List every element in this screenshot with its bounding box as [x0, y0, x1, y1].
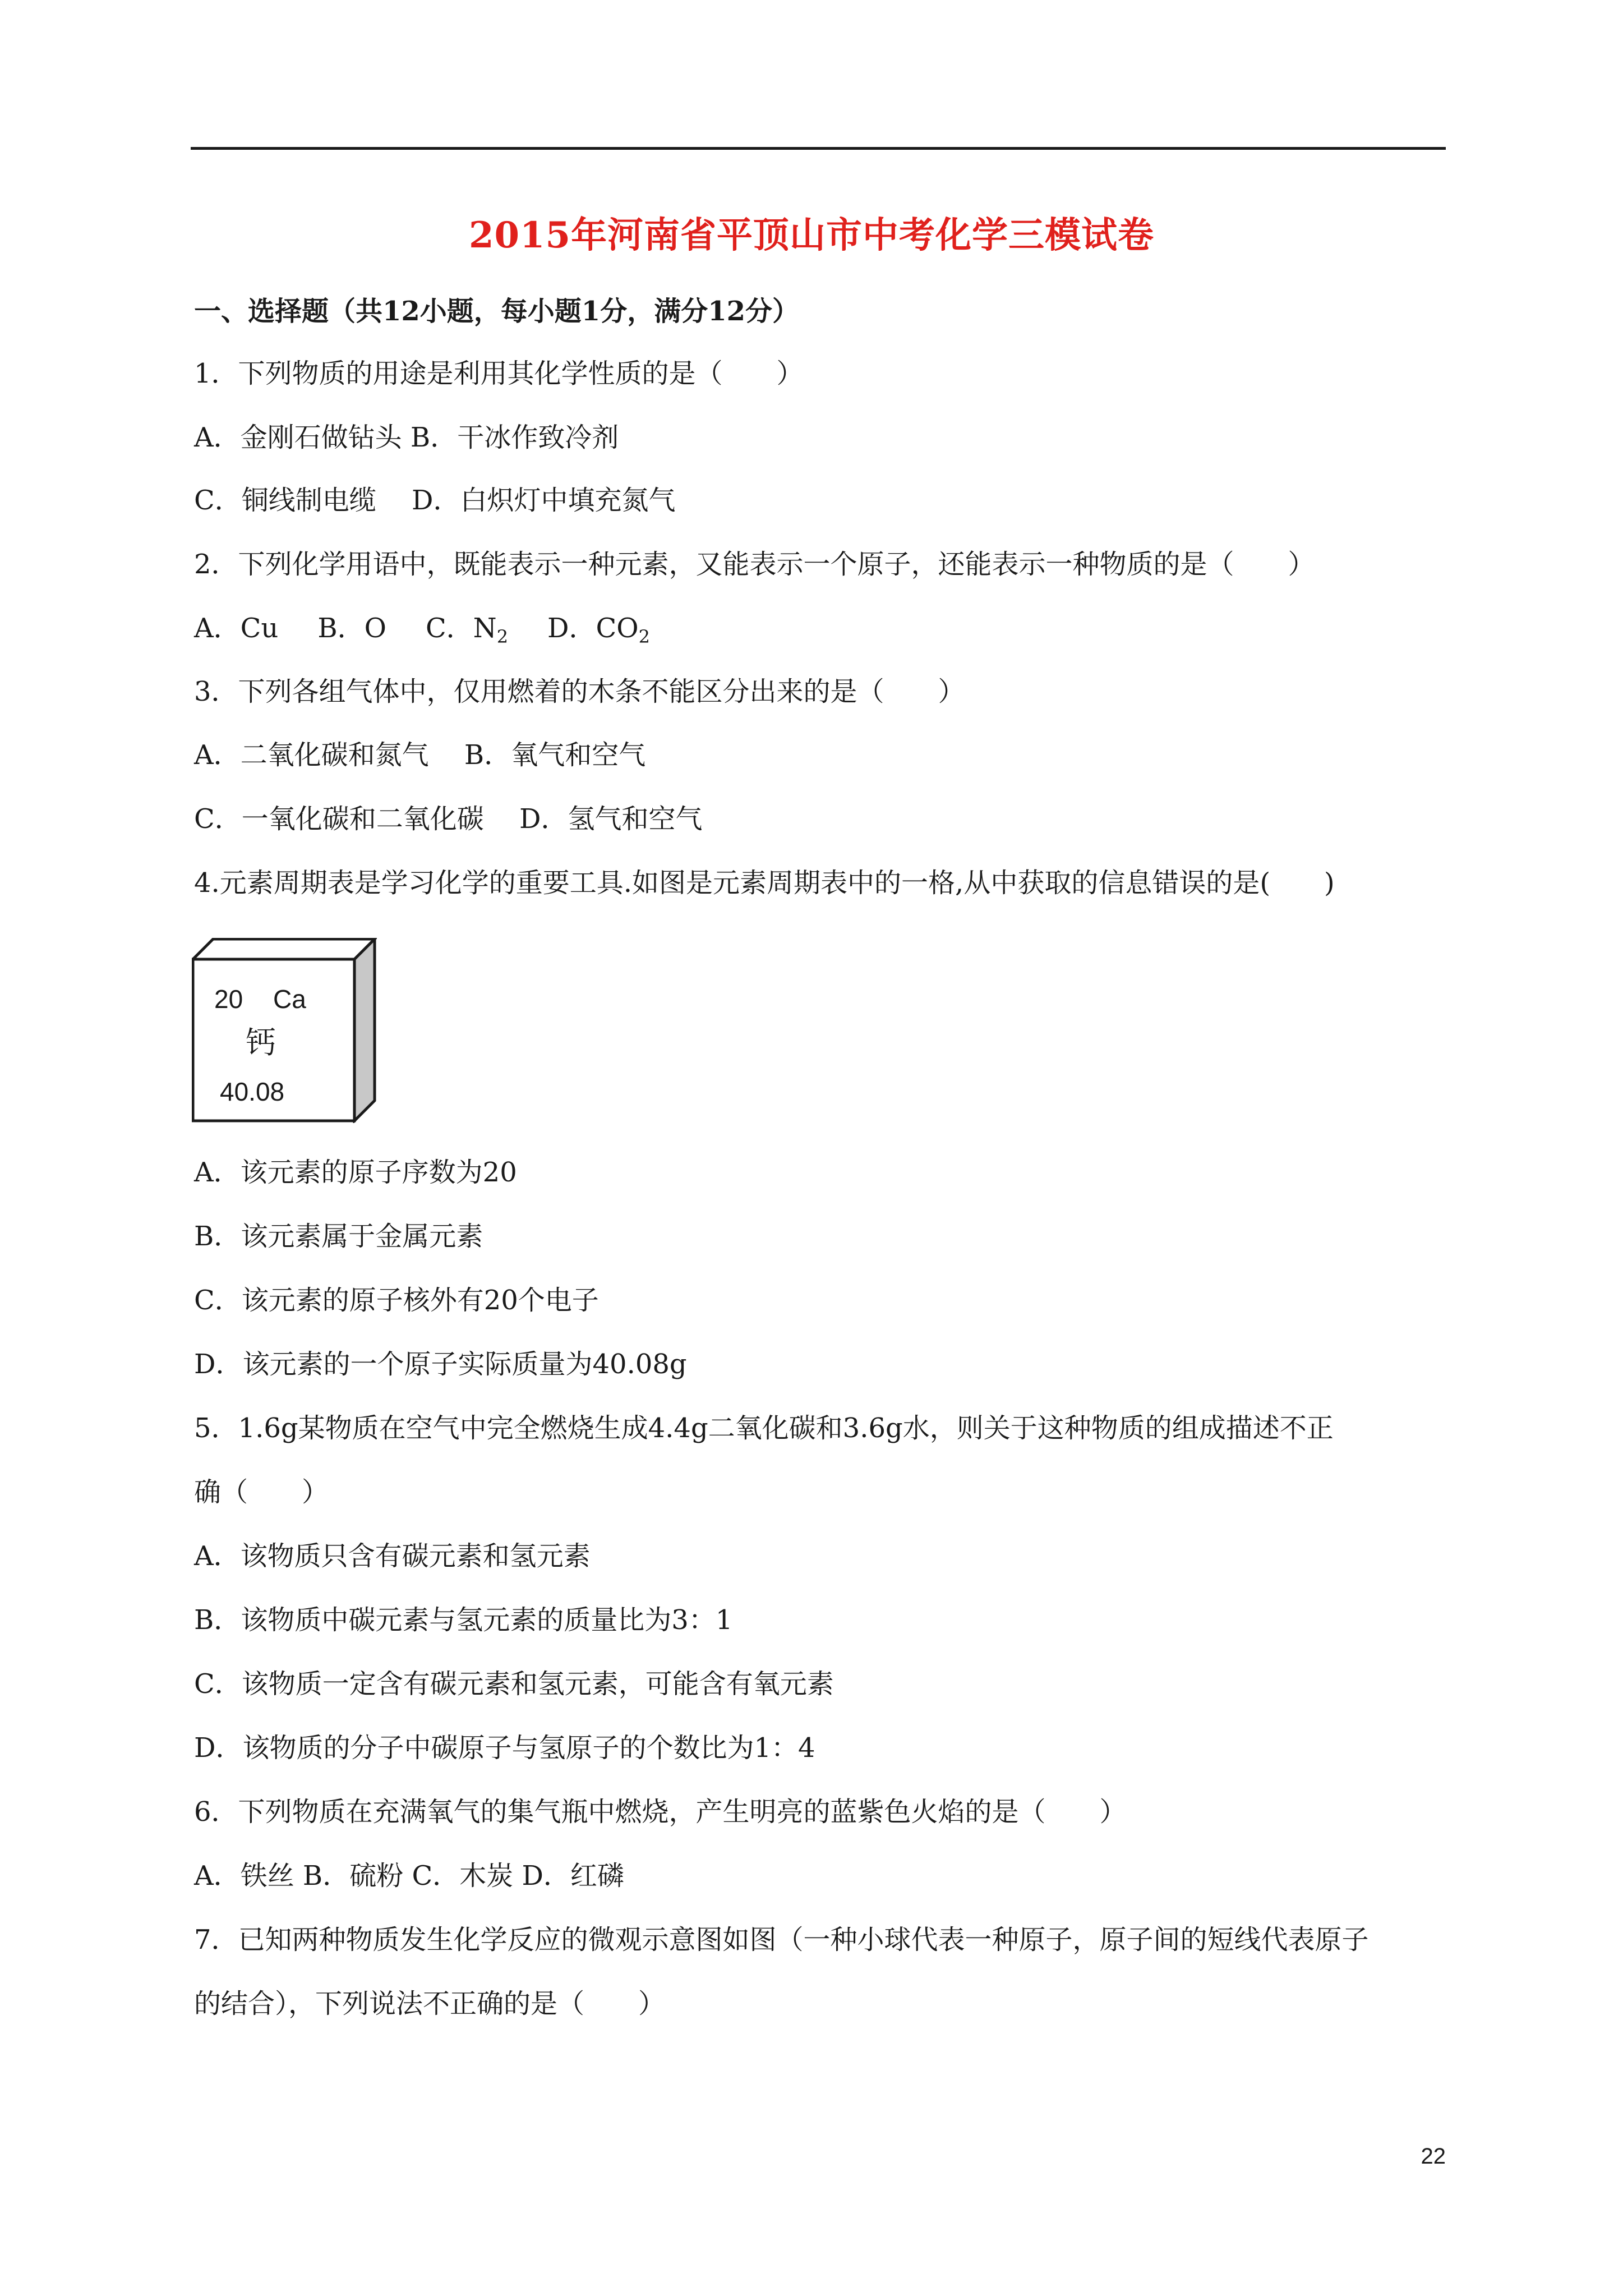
q4-option-a: A．该元素的原子序数为20 — [194, 1157, 517, 1188]
q4-option-c: C．该元素的原子核外有20个电子 — [194, 1285, 599, 1316]
q2-option-a: A．Cu — [194, 613, 279, 644]
atomic-mass: 40.08 — [220, 1077, 285, 1106]
q3-options-ab: A．二氧化碳和氮气 B．氧气和空气 — [194, 739, 646, 771]
q4-option-b: B．该元素属于金属元素 — [194, 1221, 483, 1252]
q5-option-b: B．该物质中碳元素与氢元素的质量比为3：1 — [194, 1604, 733, 1636]
q6-options: A．铁丝 B．硫粉 C．木炭 D．红磷 — [194, 1860, 624, 1892]
q3-stem: 3．下列各组气体中，仅用燃着的木条不能区分出来的是（ ） — [194, 676, 965, 707]
q5-option-a: A．该物质只含有碳元素和氢元素 — [194, 1540, 591, 1572]
q4-stem: 4.元素周期表是学习化学的重要工具.如图是元素周期表中的一格,从中获取的信息错误的是( ) — [194, 867, 1335, 899]
q7-stem-line2: 的结合），下列说法不正确的是（ ） — [194, 1988, 666, 2019]
q2-option-b: B．O — [317, 613, 386, 644]
q1-options-cd: C．铜线制电缆 D．白炽灯中填充氮气 — [194, 485, 676, 516]
page-title: 2015年河南省平顶山市中考化学三模试卷 — [468, 214, 1155, 256]
element-symbol: Ca — [273, 984, 306, 1014]
q2-option-c: C．$N_2$ — [425, 613, 509, 647]
header-rule — [191, 147, 1446, 150]
q2-option-d: D．$CO_2$ — [547, 613, 650, 647]
q2-options — [194, 611, 650, 654]
q5-option-c: C．该物质一定含有碳元素和氢元素，可能含有氧元素 — [194, 1668, 834, 1700]
q5-option-d: D．该物质的分子中碳原子与氢原子的个数比为1：4 — [194, 1732, 815, 1764]
atomic-number: 20 — [214, 984, 243, 1014]
q7-stem-line1: 7．已知两种物质发生化学反应的微观示意图如图（一种小球代表一种原子，原子间的短线代表原子 — [194, 1924, 1369, 1955]
q5-stem-line1: 5．1.6g某物质在空气中完全燃烧生成4.4g二氧化碳和3.6g水，则关于这种物质的组成描述不正 — [194, 1412, 1334, 1444]
q1-options-ab: A．金刚石做钻头 B．干冰作致冷剂 — [194, 422, 619, 453]
q6-stem: 6．下列物质在充满氧气的集气瓶中燃烧，产生明亮的蓝紫色火焰的是（ ） — [194, 1796, 1127, 1828]
q5-stem-line2: 确（ ） — [194, 1476, 329, 1508]
q1-stem: 1．下列物质的用途是利用其化学性质的是（ ） — [194, 358, 804, 389]
q4-option-d: D．该元素的一个原子实际质量为40.08g — [194, 1349, 687, 1380]
calcium-element-cell — [192, 938, 377, 1123]
element-name: 钙 — [246, 1025, 276, 1060]
q3-options-cd: C．一氧化碳和二氧化碳 D．氢气和空气 — [194, 803, 703, 835]
q2-stem: 2．下列化学用语中，既能表示一种元素，又能表示一个原子，还能表示一种物质的是（ ） — [194, 549, 1315, 580]
page-number: 22 — [1421, 2144, 1446, 2169]
section-heading: 一、选择题（共12小题，每小题1分，满分12分） — [194, 296, 799, 327]
